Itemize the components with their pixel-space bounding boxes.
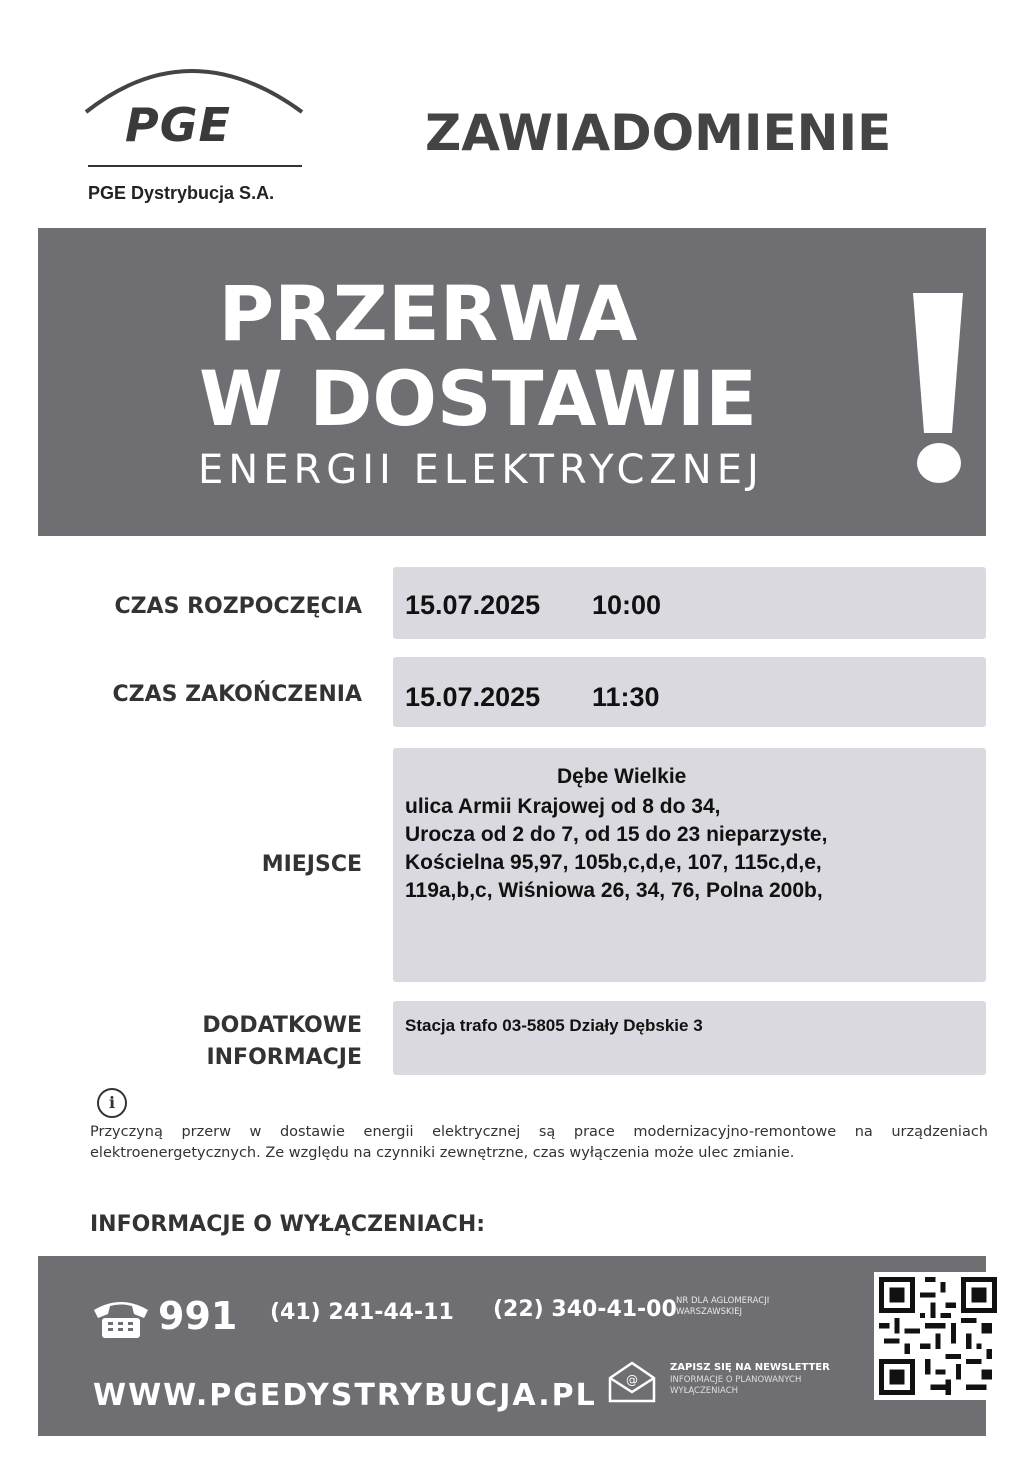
newsletter-title: ZAPISZ SIĘ NA NEWSLETTER [670,1362,830,1373]
document-title: ZAWIADOMIENIE [425,104,892,162]
newsletter-subtitle [670,1375,850,1397]
newsletter-mail-icon [607,1360,657,1404]
place-line: Kościelna 95,97, 105b,c,d,e, 107, 115c,d,e, [405,851,822,874]
extra-info-value: Stacja trafo 03-5805 Działy Dębskie 3 [405,1016,703,1035]
extra-info-label [32,1010,362,1074]
newsletter-sub-line-1: INFORMACJE O PLANOWANYCH [670,1375,802,1385]
phone-number-kielce: (41) 241-44-11 [270,1300,454,1325]
end-date-value: 15.07.2025 [405,682,541,712]
newsletter-sub-line-2: WYŁĄCZENIACH [670,1386,739,1396]
end-time-value: 11:30 [592,682,660,712]
place-label: MIEJSCE [261,852,362,877]
outage-info-heading: INFORMACJE O WYŁĄCZENIACH: [90,1212,486,1237]
qr-code [874,1272,1002,1400]
telephone-icon [92,1296,150,1340]
extra-info-box [393,1001,986,1075]
start-time-label: CZAS ROZPOCZĘCIA [114,594,362,619]
pge-logo: PGE [125,98,231,152]
logo-divider [88,165,302,167]
website-link: WWW.PGEDYSTRYBUCJA.PL [93,1378,597,1413]
place-line: 119a,b,c, Wiśniowa 26, 34, 76, Polna 200b, [405,879,823,902]
extra-info-label-line-2: INFORMACJE [206,1045,362,1070]
phone-number-warsaw: (22) 340-41-00 [493,1297,677,1322]
extra-info-label-line-1: DODATKOWE [202,1013,362,1038]
start-time-value: 10:00 [592,590,662,620]
banner-line-3: ENERGII ELEKTRYCZNEJ [198,447,764,493]
banner-line-1: PRZERWA [218,269,638,358]
emergency-phone-number: 991 [158,1294,238,1338]
banner-line-2: W DOSTAWIE [198,354,758,443]
end-time-label: CZAS ZAKOŃCZENIA [112,682,362,707]
svg-text:@: @ [626,1373,638,1387]
notice-text: Przyczyną przerw w dostawie energii elektrycznej są prace modernizacyjno-remontowe na urządzeniach elektroenergetycznych. Ze względu na czynniki zewnętrzne, czas wyłączenia może ulec zmianie. [90,1124,988,1161]
company-name: PGE Dystrybucja S.A. [88,183,275,203]
exclamation-dot-icon [917,443,961,483]
place-line: Urocza od 2 do 7, od 15 do 23 nieparzyste, [405,823,828,846]
place-title: Dębe Wielkie [557,765,687,788]
info-icon: i [97,1088,127,1118]
place-line: ulica Armii Krajowej od 8 do 34, [405,795,721,818]
warsaw-number-note [676,1296,826,1318]
start-date-value: 15.07.2025 [405,590,541,620]
warsaw-note-line-1: NR DLA AGLOMERACJI [676,1296,770,1306]
warsaw-note-line-2: WARSZAWSKIEJ [676,1307,742,1317]
